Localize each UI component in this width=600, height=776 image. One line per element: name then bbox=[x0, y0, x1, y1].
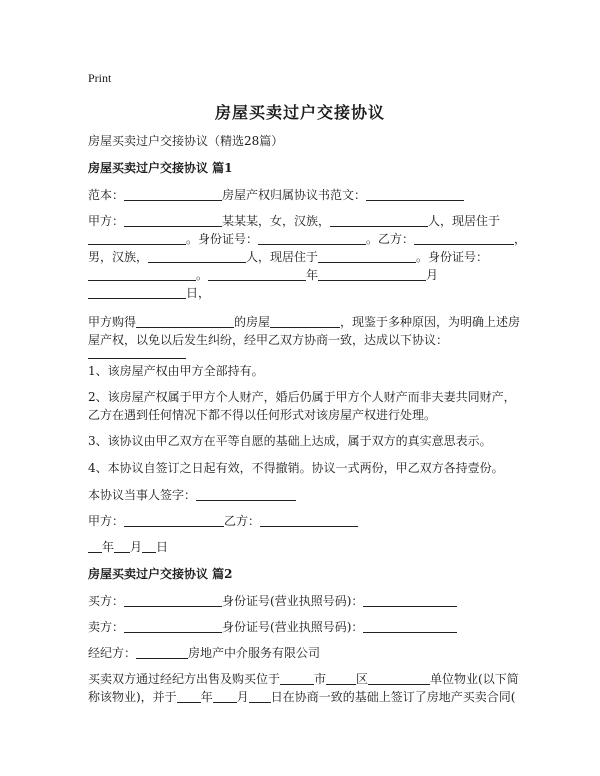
s1-para-1-blank bbox=[88, 345, 186, 361]
blank-field bbox=[318, 268, 426, 281]
signature-parties bbox=[88, 513, 358, 529]
text-b-residence: 人，现居住于 bbox=[246, 250, 319, 264]
blank-field bbox=[136, 646, 188, 659]
blank-field bbox=[124, 214, 222, 227]
signature-line bbox=[88, 487, 296, 503]
blank-field bbox=[114, 540, 130, 553]
s2-para-1b bbox=[88, 689, 515, 705]
text-month: 月 bbox=[426, 268, 439, 282]
s1-para-1a bbox=[88, 314, 520, 330]
s1-line-6 bbox=[88, 285, 210, 301]
blank-field bbox=[124, 594, 222, 607]
seller-line bbox=[88, 619, 457, 635]
blank-field bbox=[124, 620, 222, 633]
blank-field bbox=[88, 346, 186, 359]
blank-field bbox=[280, 672, 314, 685]
text-month: 月 bbox=[236, 690, 249, 704]
blank-field bbox=[124, 188, 222, 201]
s1-line-4 bbox=[88, 249, 488, 265]
blank-field bbox=[326, 672, 356, 685]
section1-heading: 房屋买卖过户交接协议 篇1 bbox=[88, 161, 233, 175]
blank-field bbox=[88, 232, 186, 245]
s1-line-2 bbox=[88, 213, 500, 229]
text-id-label: 。身份证号： bbox=[186, 232, 259, 246]
s1-line-1 bbox=[88, 187, 464, 203]
text-period: 。 bbox=[196, 268, 209, 282]
label-fanwen: 房屋产权归属协议书范文： bbox=[222, 188, 367, 202]
text-day: 日 bbox=[156, 540, 169, 554]
text-a-residence: 人，现居住于 bbox=[428, 214, 501, 228]
label-party-a: 甲方： bbox=[88, 214, 125, 228]
blank-field bbox=[148, 250, 246, 263]
blank-field bbox=[136, 315, 234, 328]
text-a-desc: 某某某，女，汉族， bbox=[222, 214, 331, 228]
text-year: 年 bbox=[200, 690, 213, 704]
text-house: 的房屋 bbox=[234, 315, 271, 329]
text-property: 称该物业)，并于 bbox=[88, 690, 177, 704]
blank-field bbox=[142, 540, 156, 553]
s1-line-5 bbox=[88, 267, 438, 283]
clause-4: 4、本协议自签订之日起有效，不得撤销。协议一式两份，甲乙双方各持壹份。 bbox=[88, 461, 504, 475]
blank-field bbox=[414, 232, 514, 245]
clause-2a: 2、该房屋产权属于甲方个人财产，婚后仍属于甲方个人财产而非夫妻共同财产， bbox=[88, 390, 516, 404]
document-title: 房屋买卖过户交接协议 bbox=[214, 103, 385, 122]
agent-line bbox=[88, 645, 320, 661]
clause-3: 3、该协议由甲乙双方在平等自愿的基础上达成，属于双方的真实意思表示。 bbox=[88, 434, 492, 448]
text-month: 月 bbox=[130, 540, 143, 554]
text-city: 市 bbox=[314, 672, 327, 686]
label-sign-a: 甲方： bbox=[88, 514, 125, 528]
s2-para-1a bbox=[88, 671, 519, 687]
buyer-line bbox=[88, 593, 457, 609]
clause-2b: 乙方在遇到任何情况下都不得以任何形式对该房屋产权进行处理。 bbox=[88, 408, 437, 422]
label-buyer-id: 身份证号(营业执照号码)： bbox=[222, 594, 364, 608]
blank-field bbox=[363, 620, 457, 633]
blank-field bbox=[88, 286, 186, 299]
blank-field bbox=[88, 540, 102, 553]
blank-field bbox=[330, 214, 428, 227]
blank-field bbox=[318, 250, 416, 263]
label-party-b: 。乙方： bbox=[366, 232, 415, 246]
date-line bbox=[88, 539, 168, 555]
blank-field bbox=[124, 514, 224, 527]
text-purchase: 甲方购得 bbox=[88, 315, 137, 329]
label-seller-id: 身份证号(营业执照号码)： bbox=[222, 620, 364, 634]
text-reason: ，现鉴于多种原因，为明确上述房 bbox=[340, 315, 521, 329]
text-year: 年 bbox=[102, 540, 115, 554]
text-b-desc: 男，汉族， bbox=[88, 250, 149, 264]
s1-line-3 bbox=[88, 231, 526, 247]
label-sign-b: 乙方： bbox=[224, 514, 261, 528]
text-signature: 本协议当事人签字： bbox=[88, 488, 197, 502]
text-unit: 单位物业(以下简 bbox=[430, 672, 519, 686]
label-buyer: 买方： bbox=[88, 594, 125, 608]
blank-field bbox=[258, 232, 366, 245]
blank-field bbox=[270, 315, 340, 328]
text-contract: 日在协商一致的基础上签订了房地产买卖合同( bbox=[270, 690, 516, 704]
blank-field bbox=[208, 268, 306, 281]
text-id-label: 。身份证号： bbox=[416, 250, 489, 264]
blank-field bbox=[249, 690, 271, 703]
blank-field bbox=[177, 690, 201, 703]
text-agent-name: 房地产中介服务有限公司 bbox=[188, 646, 321, 660]
blank-field bbox=[260, 514, 358, 527]
print-label[interactable]: Print bbox=[88, 71, 112, 85]
s1-para-1b: 屋产权，以免以后发生纠纷，经甲乙双方协商一致，达成以下协议： bbox=[88, 333, 449, 347]
label-seller: 卖方： bbox=[88, 620, 125, 634]
blank-field bbox=[196, 488, 296, 501]
text-location-intro: 买卖双方通过经纪方出售及购买位于 bbox=[88, 672, 281, 686]
blank-field bbox=[366, 188, 464, 201]
blank-field bbox=[368, 672, 430, 685]
text-year: 年 bbox=[306, 268, 319, 282]
text-comma: ， bbox=[514, 232, 527, 246]
text-day: 日， bbox=[186, 286, 211, 300]
text-district: 区 bbox=[356, 672, 369, 686]
blank-field bbox=[363, 594, 457, 607]
label-agent: 经纪方： bbox=[88, 646, 137, 660]
clause-1: 1、该房屋产权由甲方全部持有。 bbox=[88, 364, 264, 378]
intro-line: 房屋买卖过户交接协议（精选28篇） bbox=[88, 134, 284, 148]
blank-field bbox=[213, 690, 237, 703]
section2-heading: 房屋买卖过户交接协议 篇2 bbox=[88, 567, 233, 581]
label-fanben: 范本： bbox=[88, 188, 125, 202]
blank-field bbox=[88, 268, 196, 281]
